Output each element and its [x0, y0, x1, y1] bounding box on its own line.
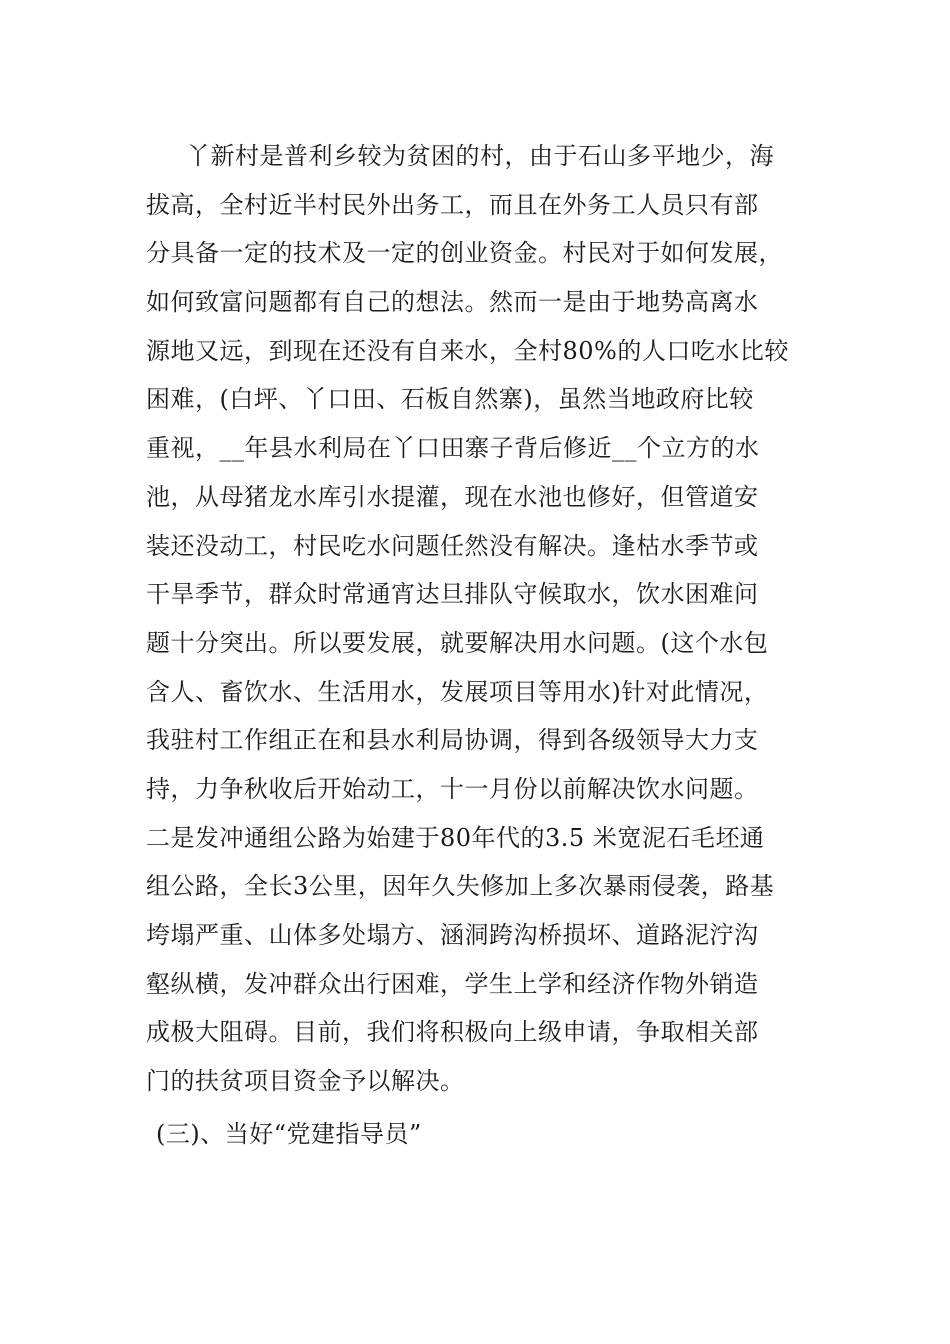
paragraph-line: 分具备一定的技术及一定的创业资金。村民对于如何发展， — [146, 239, 783, 268]
paragraph-line: 壑纵横，发冲群众出行困难，学生上学和经济作物外销造 — [146, 969, 759, 998]
paragraph-line: 如何致富问题都有自己的想法。然而一是由于地势高离水 — [146, 288, 759, 317]
body-text — [146, 132, 826, 1158]
paragraph-line: 装还没动工，村民吃水问题任然没有解决。逢枯水季节或 — [146, 531, 759, 560]
paragraph-line: 含人、畜饮水、生活用水，发展项目等用水)针对此情况， — [146, 677, 769, 706]
paragraph-line: 丫新村是普利乡较为贫困的村，由于石山多平地少，海 — [186, 142, 774, 170]
paragraph-line: 成极大阻碍。目前，我们将积极向上级申请，争取相关部 — [146, 1018, 759, 1047]
paragraph-line: 二是发冲通组公路为始建于80年代的3.5 米宽泥石毛坯通 — [146, 823, 765, 852]
paragraph-line: 拔高，全村近半村民外出务工，而且在外务工人员只有部 — [146, 190, 759, 219]
paragraph-line: 垮塌严重、山体多处塌方、涵洞跨沟桥损坏、道路泥泞沟 — [146, 921, 759, 949]
paragraph-line: 重视，__年县水利局在丫口田寨子背后修近__个立方的水 — [146, 434, 760, 463]
paragraph-line: 干旱季节，群众时常通宵达旦排队守候取水，饮水困难问 — [146, 580, 759, 609]
section-heading: (三)、当好“党建指导员” — [156, 1119, 422, 1148]
paragraph-line: 持，力争秋收后开始动工，十一月份以前解决饮水问题。 — [146, 774, 759, 803]
paragraph-line: 组公路，全长3公里，因年久失修加上多次暴雨侵袭，路基 — [146, 872, 775, 901]
paragraph-line: 池，从母猪龙水库引水提灌，现在水池也修好，但管道安 — [146, 482, 759, 511]
paragraph-line: 题十分突出。所以要发展，就要解决用水问题。(这个水包 — [146, 628, 769, 657]
paragraph-line: 困难，(白坪、丫口田、石板自然寨)，虽然当地政府比较 — [146, 385, 754, 414]
paragraph-line: 我驻村工作组正在和县水利局协调，得到各级领导大力支 — [146, 726, 759, 755]
paragraph-line: 门的扶贫项目资金予以解决。 — [146, 1067, 465, 1096]
paragraph-line: 源地又远，到现在还没有自来水，全村80%的人口吃水比较 — [146, 336, 789, 365]
